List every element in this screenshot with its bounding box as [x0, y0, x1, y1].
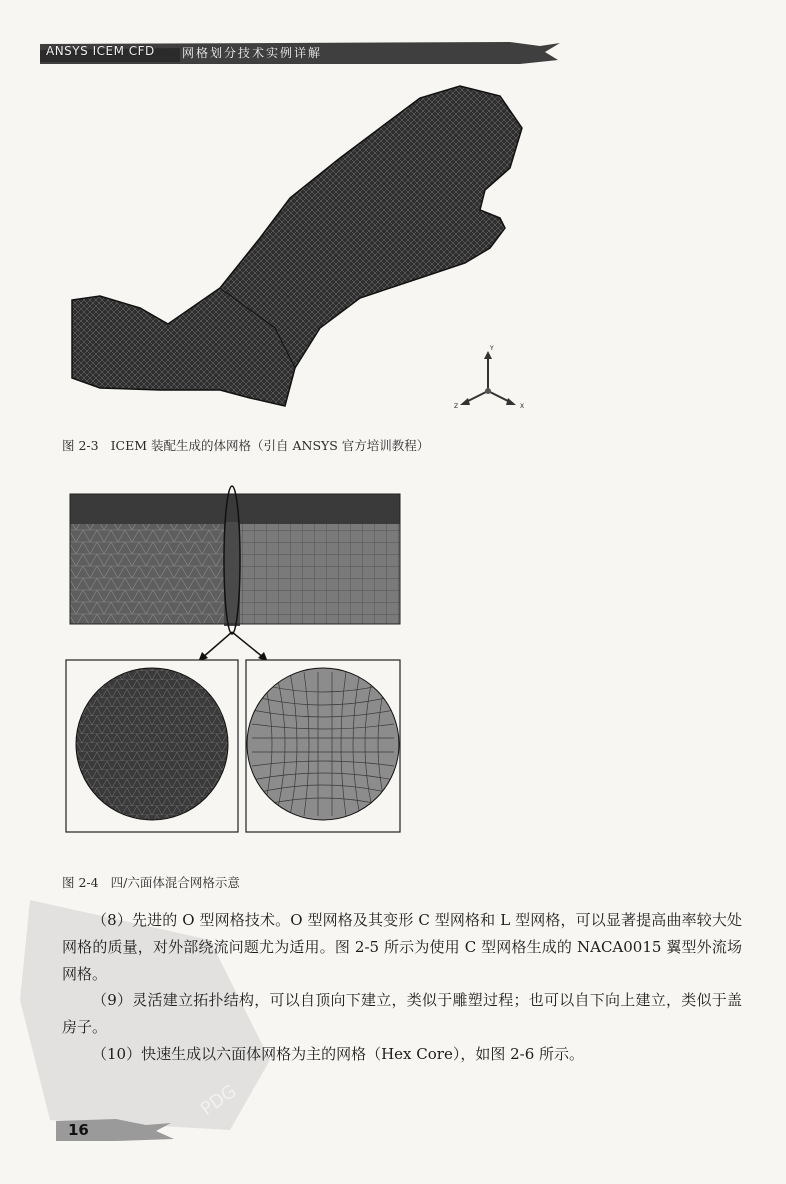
page-number-band: [56, 1115, 176, 1145]
figure-caption-2-3: [62, 436, 429, 454]
header-series: ANSYS ICEM CFD: [46, 44, 155, 58]
axis-z-label: Z: [454, 403, 459, 410]
axis-triad: [450, 345, 530, 415]
axis-x-label: X: [520, 403, 525, 410]
paragraph-8: （8）先进的 O 型网格技术。O 型网格及其变形 C 型网格和 L 型网格，可以显著提高曲率较大处网格的质量，对外部绕流问题尤为适用。图 2-5 所示为使用 C 型网格生成的 NACA0015 翼型外流场网格。: [62, 911, 742, 983]
paragraph-10: （10）快速生成以六面体网格为主的网格（Hex Core），如图 2-6 所示。: [92, 1045, 585, 1063]
paragraph-9: （9）灵活建立拓扑结构，可以自顶向下建立，类似于雕塑过程；也可以自下向上建立，类似于盖房子。: [62, 991, 742, 1036]
figure-number: 图 2-4: [62, 875, 99, 890]
figure-caption-text: ICEM 装配生成的体网格（引自 ANSYS 官方培训教程）: [110, 438, 430, 453]
watermark-text: PDG: [196, 1080, 241, 1121]
page-number: 16: [68, 1121, 89, 1139]
axis-y-label: Y: [490, 345, 494, 352]
figure-number: 图 2-3: [62, 438, 99, 453]
figure-caption-text: 四/六面体混合网格示意: [110, 875, 240, 890]
header-title: 网格划分技术实例详解: [182, 46, 323, 60]
figure-hybrid-mesh: [62, 482, 442, 862]
